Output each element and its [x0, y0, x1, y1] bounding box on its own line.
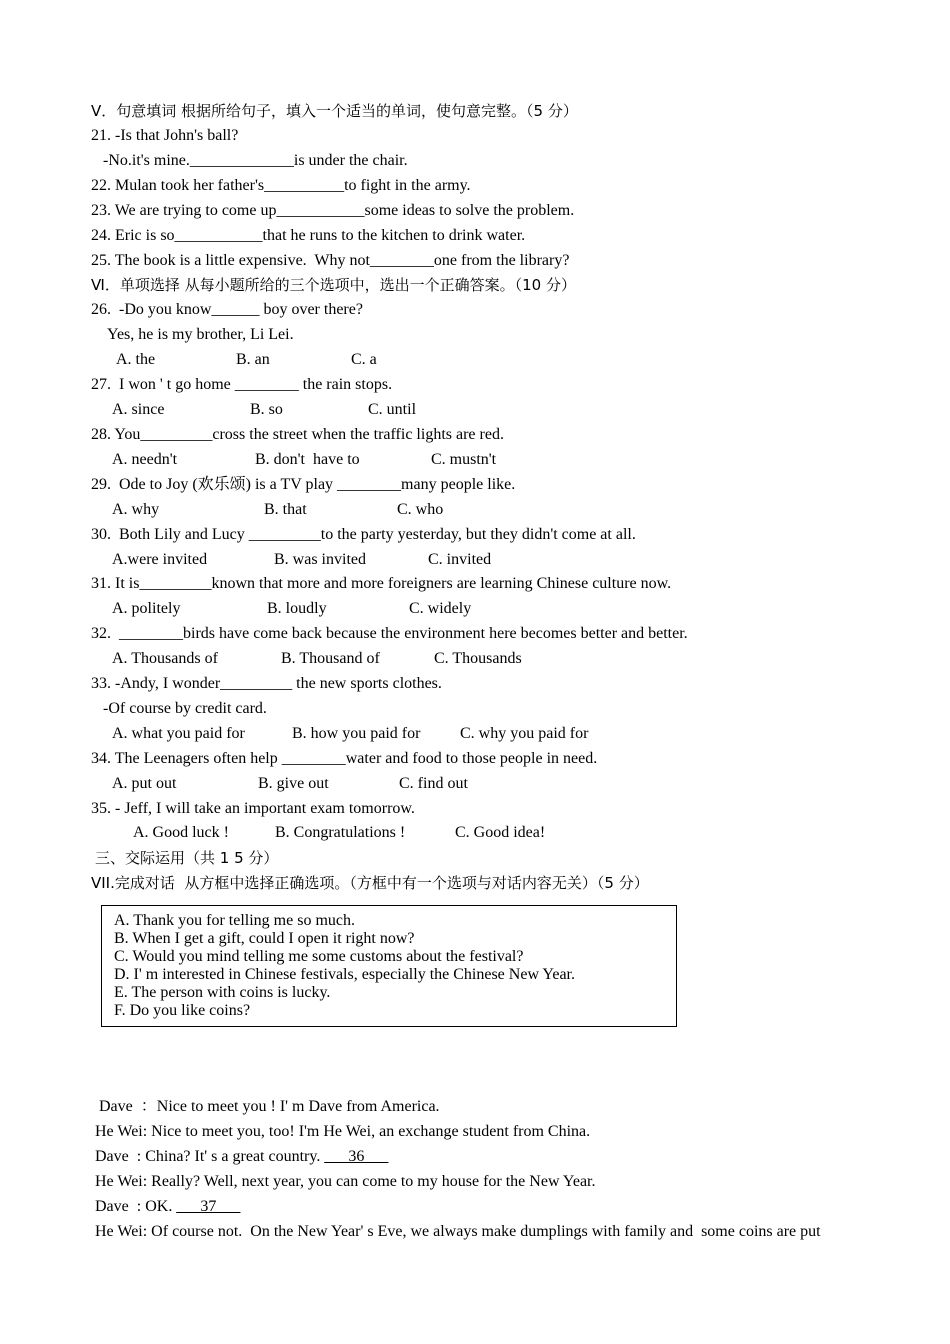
q35-option-b: B. Congratulations !	[275, 824, 406, 841]
box-option-c: C. Would you mind telling me some customs about the festival?	[114, 948, 524, 965]
q27-option-b: B. so	[250, 401, 283, 418]
q27-option-c: C. until	[368, 401, 417, 418]
question-22: 22. Mulan took her father's__________to fight in the army.	[91, 177, 471, 194]
blank-36: ___36___	[324, 1148, 389, 1165]
q31-option-b: B. loudly	[267, 600, 327, 617]
question-33-answer-line: -Of course by credit card.	[103, 700, 267, 717]
question-34: 34. The Leenagers often help ________water and food to those people in need.	[91, 750, 598, 767]
question-24: 24. Eric is so___________that he runs to the kitchen to drink water.	[91, 227, 526, 244]
part-3-heading: 三、交际运用（共 1 5 分）	[95, 849, 279, 867]
q33-option-b: B. how you paid for	[292, 725, 421, 742]
question-25: 25. The book is a little expensive. Why not________one from the library?	[91, 252, 570, 269]
question-26: 26. -Do you know______ boy over there?	[91, 301, 363, 318]
q32-option-b: B. Thousand of	[281, 650, 380, 667]
dialogue-line-6: He Wei: Of course not. On the New Year' s Eve, we always make dumplings with family and some coins are put	[95, 1223, 821, 1240]
q29-option-b: B. that	[264, 501, 307, 518]
question-28: 28. You_________cross the street when the traffic lights are red.	[91, 426, 504, 443]
options-box	[101, 905, 677, 1027]
question-29: 29. Ode to Joy (欢乐颂) is a TV play ________many people like.	[91, 476, 516, 493]
box-option-a: A. Thank you for telling me so much.	[114, 912, 355, 929]
q32-option-a: A. Thousands of	[112, 650, 218, 667]
q31-option-c: C. widely	[409, 600, 472, 617]
q33-option-a: A. what you paid for	[112, 725, 245, 742]
q27-option-a: A. since	[112, 401, 165, 418]
box-option-b: B. When I get a gift, could I open it right now?	[114, 930, 415, 947]
q26-option-a: A. the	[116, 351, 156, 368]
question-26-dialogue: Yes, he is my brother, Li Lei.	[107, 326, 294, 343]
dialogue-line-3-text: Dave : China? It' s a great country.	[95, 1148, 325, 1165]
q29-option-a: A. why	[112, 501, 160, 518]
question-21-answer-line: -No.it's mine._____________is under the chair.	[103, 152, 408, 169]
q30-option-c: C. invited	[428, 551, 492, 568]
question-35: 35. - Jeff, I will take an important exam tomorrow.	[91, 800, 415, 817]
box-option-d: D. I' m interested in Chinese festivals, especially the Chinese New Year.	[114, 966, 575, 983]
q35-option-c: C. Good idea!	[455, 824, 546, 841]
q28-option-b: B. don't have to	[255, 451, 360, 468]
q30-option-a: A.were invited	[112, 551, 208, 568]
dialogue-line-5-text: Dave : OK.	[95, 1198, 177, 1215]
question-33: 33. -Andy, I wonder_________ the new sports clothes.	[91, 675, 442, 692]
dialogue-line-1: Dave ：Nice to meet you ! I' m Dave from America.	[99, 1098, 440, 1115]
section-5-heading: V．句意填词 根据所给句子，填入一个适当的单词，使句意完整。（5 分）	[91, 102, 578, 120]
question-27: 27. I won ' t go home ________ the rain stops.	[91, 376, 393, 393]
q34-option-a: A. put out	[112, 775, 177, 792]
box-option-e: E. The person with coins is lucky.	[114, 984, 331, 1001]
q28-option-a: A. needn't	[112, 451, 178, 468]
q34-option-c: C. find out	[399, 775, 468, 792]
q28-option-c: C. mustn't	[431, 451, 497, 468]
blank-37: ___37___	[176, 1198, 241, 1215]
q31-option-a: A. politely	[112, 600, 181, 617]
section-6-heading: Ⅵ．单项选择 从每小题所给的三个选项中，选出一个正确答案。（10 分）	[91, 276, 576, 294]
dialogue-line-3	[95, 1147, 388, 1167]
question-21: 21. -Is that John's ball?	[91, 127, 239, 144]
question-23: 23. We are trying to come up___________some ideas to solve the problem.	[91, 202, 575, 219]
q35-option-a: A. Good luck !	[133, 824, 229, 841]
section-7-heading: VII.完成对话 从方框中选择正确选项。（方框中有一个选项与对话内容无关）（5 分）	[91, 874, 649, 892]
q26-option-b: B. an	[236, 351, 270, 368]
question-31: 31. It is_________known that more and more foreigners are learning Chinese culture now.	[91, 575, 672, 592]
q29-option-c: C. who	[397, 501, 444, 518]
q32-option-c: C. Thousands	[434, 650, 522, 667]
dialogue-line-5	[95, 1197, 240, 1217]
dialogue-line-4: He Wei: Really? Well, next year, you can come to my house for the New Year.	[95, 1173, 596, 1190]
question-32: 32. ________birds have come back because the environment here becomes better and better.	[91, 625, 688, 642]
dialogue-line-2: He Wei: Nice to meet you, too! I'm He Wei, an exchange student from China.	[95, 1123, 591, 1140]
q34-option-b: B. give out	[258, 775, 329, 792]
question-30: 30. Both Lily and Lucy _________to the party yesterday, but they didn't come at all.	[91, 526, 636, 543]
q30-option-b: B. was invited	[274, 551, 366, 568]
q33-option-c: C. why you paid for	[460, 725, 589, 742]
q26-option-c: C. a	[351, 351, 377, 368]
box-option-f: F. Do you like coins?	[114, 1002, 251, 1019]
